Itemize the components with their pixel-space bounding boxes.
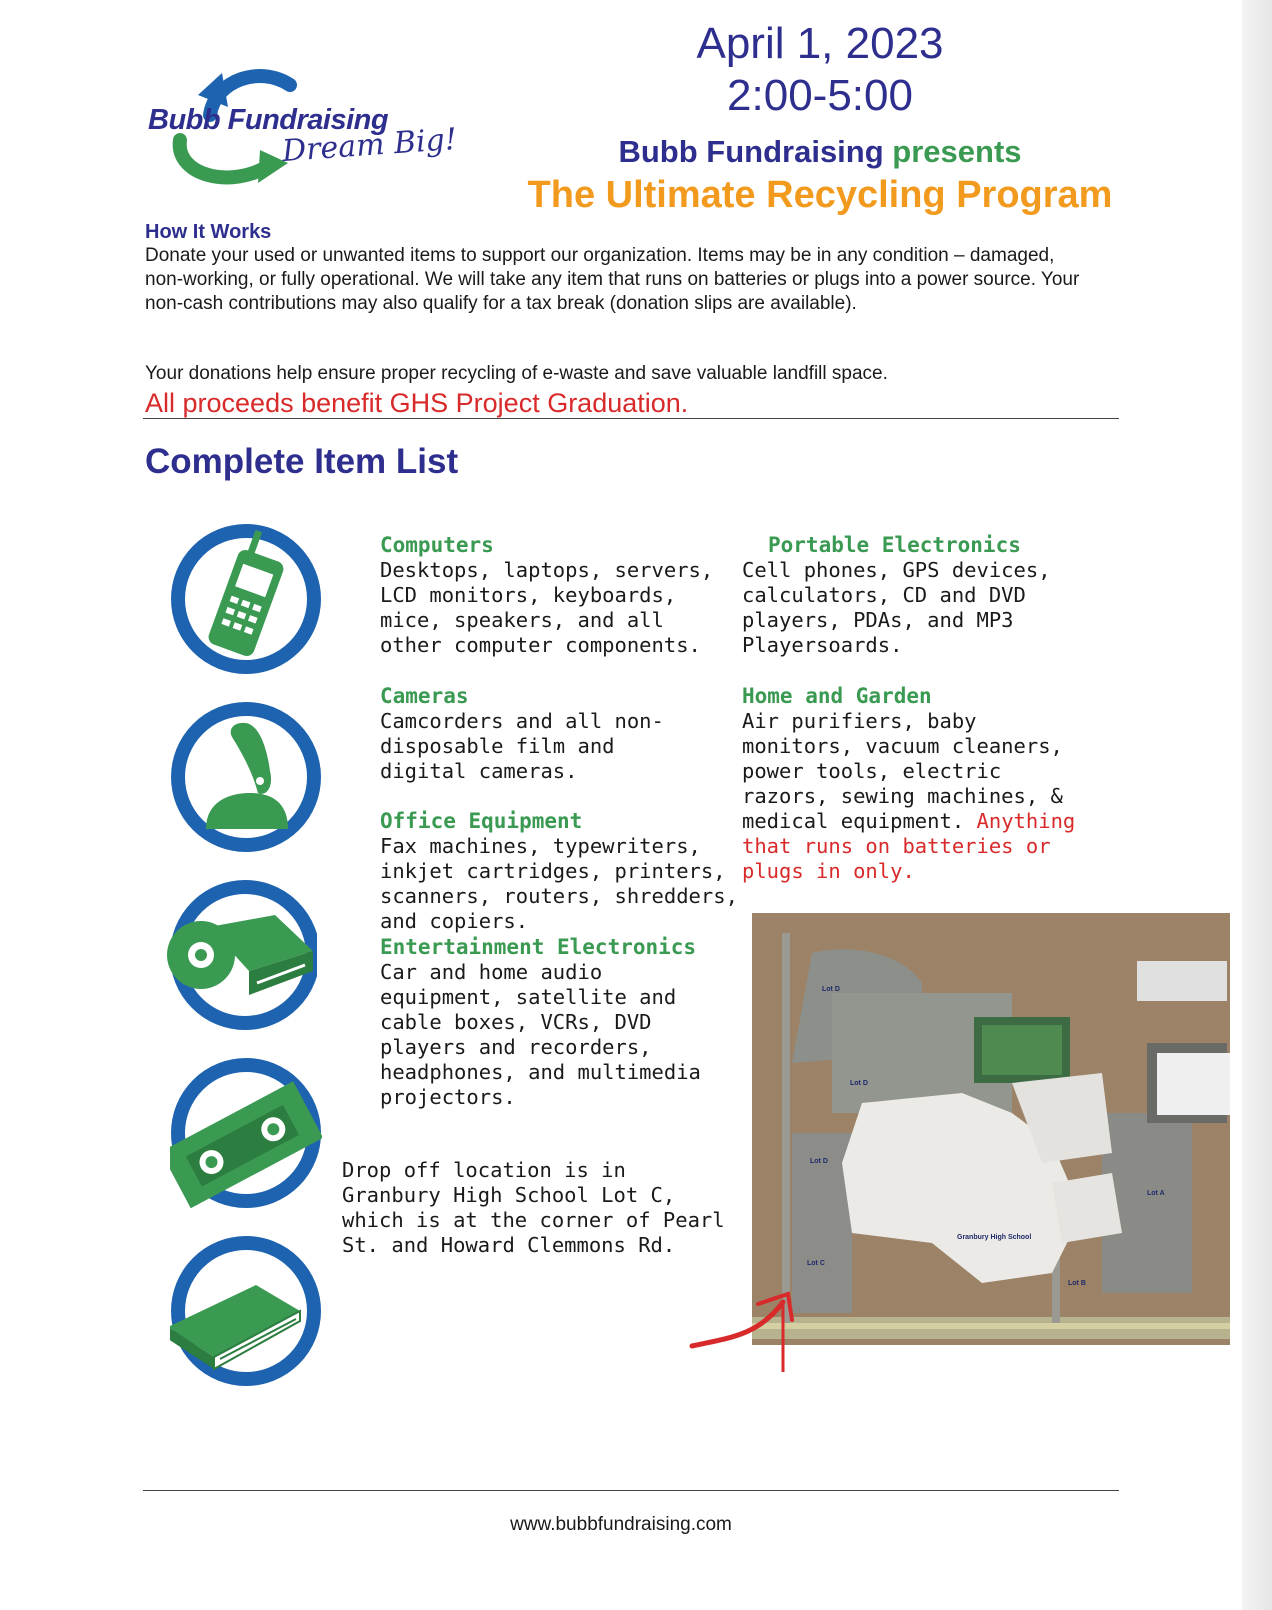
category-home-and-garden [742, 684, 1077, 884]
category-cameras [380, 684, 670, 784]
presenter-name: Bubb Fundraising [618, 134, 884, 169]
book-icon [170, 1235, 322, 1387]
category-description: Fax machines, typewriters, inkjet cartridges, printers, scanners, routers, shredders, and copiers. [380, 834, 738, 933]
arrow-icon [688, 1290, 818, 1380]
map-label: Lot D [810, 1158, 828, 1165]
category-title: Home and Garden [742, 684, 932, 708]
cell-phone-icon [170, 523, 322, 675]
how-it-works-text: Donate your used or unwanted items to support our organization. Items may be in any condition – damaged, non-working, or fully operational. We will take any item that runs on batteries or plugs into a power source. Your non-cash contributions may also qualify for a tax break (donation slips are available). [145, 245, 1080, 314]
event-time: 2:00-5:00 [727, 71, 913, 120]
videotape-icon [170, 1057, 322, 1209]
program-title: The Ultimate Recycling Program [527, 174, 1113, 216]
category-description: Car and home audio equipment, satellite and cable boxes, VCRs, DVD players and recorders, headphones, and multimedia projectors. [380, 960, 701, 1109]
footer-url[interactable]: www.bubbfundraising.com [510, 1514, 732, 1535]
cd-player-icon [165, 879, 317, 1031]
category-portable-electronics [742, 533, 1072, 658]
event-date: April 1, 2023 [696, 19, 944, 68]
proceeds-note: All proceeds benefit GHS Project Graduation. [145, 388, 689, 418]
category-office-equipment [380, 809, 740, 934]
category-description: Camcorders and all non-disposable film and digital cameras. [380, 709, 664, 783]
category-title: Entertainment Electronics [380, 935, 697, 959]
category-note: Anything that runs on batteries or plugs in only. [742, 809, 1076, 883]
category-title: Cameras [380, 684, 469, 708]
category-description: Desktops, laptops, servers, LCD monitors, keyboards, mice, speakers, and all other computer components. [380, 558, 714, 657]
logo-tagline: Dream Big! [280, 121, 458, 170]
divider-bottom [143, 1490, 1119, 1491]
item-list-title: Complete Item List [145, 442, 459, 481]
donation-note: Your donations help ensure proper recycling of e-waste and save valuable landfill space. [145, 363, 888, 384]
map-label: Lot B [1068, 1280, 1086, 1287]
logo-name: Bubb Fundraising [148, 104, 389, 136]
divider-top [143, 418, 1119, 419]
dropoff-location-text: Drop off location is in Granbury High School Lot C, which is at the corner of Pearl St. and Howard Clemmons Rd. [342, 1158, 725, 1257]
map-label: Lot D [822, 986, 840, 993]
presents-line [560, 134, 1080, 170]
category-title: Computers [380, 533, 494, 557]
map-label: Lot C [807, 1260, 825, 1267]
page-edge-shadow [1242, 0, 1272, 1610]
map-label: Lot D [850, 1080, 868, 1087]
category-description: Air purifiers, baby monitors, vacuum cleaners, power tools, electric razors, sewing machines, & medical equipment. Anything that runs on batteries or plugs in only. [742, 709, 1076, 883]
category-title: Office Equipment [380, 809, 583, 833]
category-computers [380, 533, 725, 658]
category-entertainment-electronics [380, 935, 730, 1110]
category-description: Cell phones, GPS devices, calculators, CD and DVD players, PDAs, and MP3 Playersoards. [742, 558, 1051, 657]
map-label: Lot A [1147, 1190, 1165, 1197]
aerial-map-image [752, 913, 1230, 1345]
map-label: Granbury High School [957, 1234, 1032, 1241]
category-title: Portable Electronics [768, 533, 1021, 557]
presents-word: presents [892, 134, 1022, 169]
how-it-works-title: How It Works [145, 221, 272, 243]
joystick-icon [170, 701, 322, 853]
